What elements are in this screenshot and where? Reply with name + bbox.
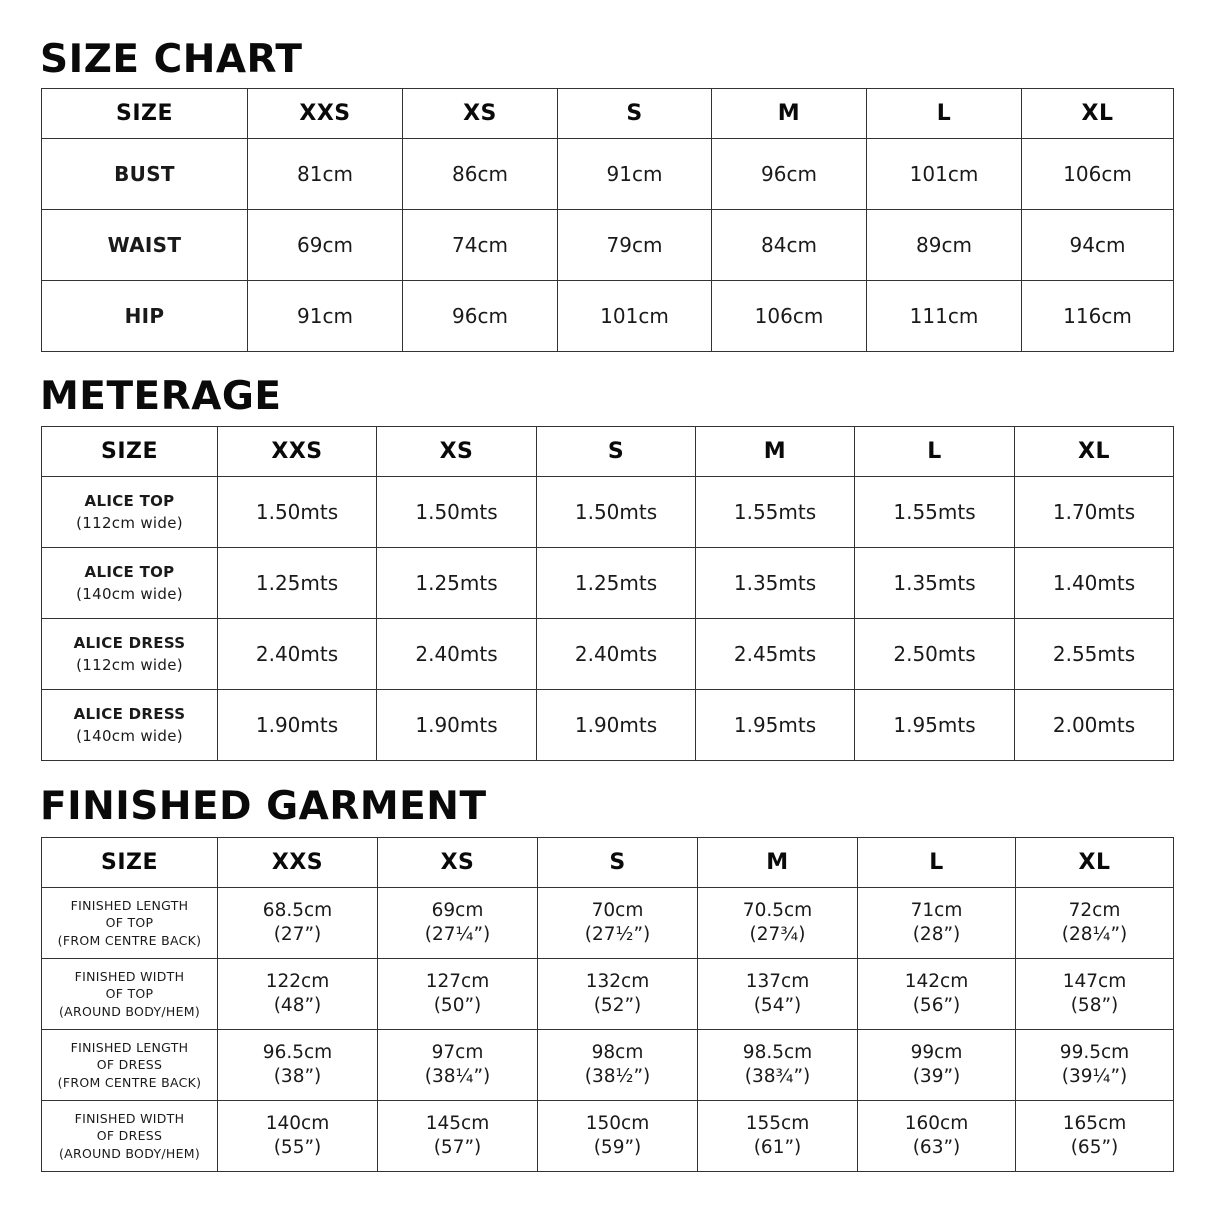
- row-label: [42, 1101, 218, 1172]
- column-header: XS: [403, 89, 558, 139]
- inch-value: (50”): [433, 995, 482, 1016]
- row-label: [42, 888, 218, 959]
- cm-value: 165cm: [1062, 1113, 1127, 1134]
- row-label-sub: (112cm wide): [76, 656, 183, 674]
- row-label: HIP: [42, 281, 248, 352]
- cm-value: 122cm: [265, 971, 330, 992]
- table-cell: 1.35mts: [696, 548, 855, 619]
- cm-value: 127cm: [425, 971, 490, 992]
- table-cell: 1.90mts: [537, 690, 696, 761]
- table-cell: 1.25mts: [218, 548, 377, 619]
- row-label: [42, 1030, 218, 1101]
- table-cell: 2.40mts: [218, 619, 377, 690]
- table-row: [42, 690, 1174, 761]
- table-cell: 1.55mts: [696, 477, 855, 548]
- row-label-line: FINISHED WIDTH: [74, 968, 185, 984]
- table-cell: [538, 1101, 698, 1172]
- inch-value: (58”): [1070, 995, 1119, 1016]
- inch-value: (39”): [912, 1066, 961, 1087]
- cm-value: 96.5cm: [262, 1042, 333, 1063]
- column-header: XXS: [218, 838, 378, 888]
- table-cell: [698, 1030, 858, 1101]
- cm-value: 98cm: [591, 1042, 644, 1063]
- table-cell: 1.55mts: [855, 477, 1015, 548]
- table-row: [42, 888, 1174, 959]
- column-header: XS: [377, 427, 537, 477]
- cm-value: 71cm: [910, 900, 963, 921]
- table-cell: 101cm: [558, 281, 712, 352]
- table-cell: 2.00mts: [1015, 690, 1174, 761]
- table-row: [42, 1030, 1174, 1101]
- row-label-line: OF TOP: [105, 986, 154, 1002]
- row-label-main: ALICE TOP: [84, 563, 175, 581]
- table-cell: 111cm: [867, 281, 1022, 352]
- column-header: M: [712, 89, 867, 139]
- table-cell: 116cm: [1022, 281, 1174, 352]
- row-label-line: FINISHED LENGTH: [70, 1039, 189, 1055]
- row-label: [42, 690, 218, 761]
- cm-value: 145cm: [425, 1113, 490, 1134]
- column-header: SIZE: [42, 838, 218, 888]
- cm-value: 150cm: [585, 1113, 650, 1134]
- size-chart-table: [41, 88, 1174, 352]
- meterage-title: METERAGE: [40, 374, 282, 419]
- cm-value: 160cm: [904, 1113, 969, 1134]
- cm-value: 98.5cm: [742, 1042, 813, 1063]
- row-label-line: (AROUND BODY/HEM): [58, 1003, 201, 1019]
- column-header: XS: [378, 838, 538, 888]
- table-cell: [698, 1101, 858, 1172]
- inch-value: (38¾”): [744, 1066, 811, 1087]
- table-cell: [538, 959, 698, 1030]
- meterage-table: [41, 426, 1174, 761]
- table-row: [42, 619, 1174, 690]
- table-cell: [378, 959, 538, 1030]
- table-cell: 2.50mts: [855, 619, 1015, 690]
- row-label-line: OF TOP: [105, 915, 154, 931]
- table-cell: 101cm: [867, 139, 1022, 210]
- table-cell: [1016, 1101, 1174, 1172]
- inch-value: (27¾): [749, 924, 806, 945]
- table-row: [42, 1101, 1174, 1172]
- row-label-line: FINISHED LENGTH: [70, 897, 189, 913]
- table-cell: [858, 1030, 1016, 1101]
- inch-value: (39¼”): [1061, 1066, 1128, 1087]
- table-row: [42, 548, 1174, 619]
- inch-value: (52”): [593, 995, 642, 1016]
- column-header: M: [698, 838, 858, 888]
- row-label: [42, 477, 218, 548]
- column-header: SIZE: [42, 89, 248, 139]
- table-cell: 1.40mts: [1015, 548, 1174, 619]
- table-cell: [218, 959, 378, 1030]
- table-cell: 1.50mts: [377, 477, 537, 548]
- table-cell: [218, 1030, 378, 1101]
- row-label: BUST: [42, 139, 248, 210]
- table-cell: 1.95mts: [855, 690, 1015, 761]
- table-header-row: [42, 89, 1174, 139]
- inch-value: (28¼”): [1061, 924, 1128, 945]
- column-header: S: [558, 89, 712, 139]
- table-cell: 89cm: [867, 210, 1022, 281]
- row-label: WAIST: [42, 210, 248, 281]
- inch-value: (28”): [912, 924, 961, 945]
- column-header: XXS: [218, 427, 377, 477]
- cm-value: 68.5cm: [262, 900, 333, 921]
- row-label-sub: (112cm wide): [76, 514, 183, 532]
- table-cell: [858, 959, 1016, 1030]
- row-label-sub: (140cm wide): [76, 585, 183, 603]
- cm-value: 147cm: [1062, 971, 1127, 992]
- table-cell: 69cm: [248, 210, 403, 281]
- table-cell: 1.70mts: [1015, 477, 1174, 548]
- column-header: L: [867, 89, 1022, 139]
- row-label-main: ALICE DRESS: [73, 705, 186, 723]
- column-header: L: [858, 838, 1016, 888]
- table-cell: 2.40mts: [537, 619, 696, 690]
- row-label-line: (FROM CENTRE BACK): [57, 1074, 202, 1090]
- table-cell: 94cm: [1022, 210, 1174, 281]
- table-cell: [698, 959, 858, 1030]
- table-cell: [1016, 888, 1174, 959]
- row-label-line: (AROUND BODY/HEM): [58, 1145, 201, 1161]
- inch-value: (55”): [273, 1137, 322, 1158]
- table-cell: 2.55mts: [1015, 619, 1174, 690]
- table-row: [42, 959, 1174, 1030]
- table-cell: 1.25mts: [537, 548, 696, 619]
- table-cell: 91cm: [248, 281, 403, 352]
- table-row: [42, 210, 1174, 281]
- cm-value: 140cm: [265, 1113, 330, 1134]
- table-cell: [698, 888, 858, 959]
- table-cell: 1.90mts: [218, 690, 377, 761]
- table-cell: [1016, 959, 1174, 1030]
- table-cell: 96cm: [403, 281, 558, 352]
- row-label-line: OF DRESS: [96, 1057, 163, 1073]
- table-cell: 106cm: [712, 281, 867, 352]
- inch-value: (38½”): [584, 1066, 651, 1087]
- cm-value: 137cm: [745, 971, 810, 992]
- table-cell: 96cm: [712, 139, 867, 210]
- table-cell: 106cm: [1022, 139, 1174, 210]
- column-header: S: [538, 838, 698, 888]
- table-cell: [378, 1030, 538, 1101]
- table-cell: 2.45mts: [696, 619, 855, 690]
- cm-value: 142cm: [904, 971, 969, 992]
- inch-value: (38¼”): [424, 1066, 491, 1087]
- inch-value: (27½”): [584, 924, 651, 945]
- column-header: XL: [1022, 89, 1174, 139]
- row-label-line: OF DRESS: [96, 1128, 163, 1144]
- table-cell: [858, 1101, 1016, 1172]
- table-cell: [538, 888, 698, 959]
- column-header: L: [855, 427, 1015, 477]
- row-label-sub: (140cm wide): [76, 727, 183, 745]
- table-cell: 91cm: [558, 139, 712, 210]
- table-cell: 1.50mts: [537, 477, 696, 548]
- table-header-row: [42, 838, 1174, 888]
- table-cell: [538, 1030, 698, 1101]
- column-header: S: [537, 427, 696, 477]
- inch-value: (61”): [753, 1137, 802, 1158]
- cm-value: 132cm: [585, 971, 650, 992]
- table-cell: [378, 888, 538, 959]
- table-cell: 2.40mts: [377, 619, 537, 690]
- table-header-row: [42, 427, 1174, 477]
- cm-value: 155cm: [745, 1113, 810, 1134]
- inch-value: (63”): [912, 1137, 961, 1158]
- inch-value: (48”): [273, 995, 322, 1016]
- row-label-line: FINISHED WIDTH: [74, 1110, 185, 1126]
- inch-value: (38”): [273, 1066, 322, 1087]
- table-row: [42, 477, 1174, 548]
- finished-garment-title: FINISHED GARMENT: [40, 784, 487, 829]
- inch-value: (65”): [1070, 1137, 1119, 1158]
- table-cell: 1.35mts: [855, 548, 1015, 619]
- table-cell: [218, 888, 378, 959]
- row-label: [42, 619, 218, 690]
- cm-value: 70.5cm: [742, 900, 813, 921]
- row-label: [42, 959, 218, 1030]
- inch-value: (27¼”): [424, 924, 491, 945]
- cm-value: 99.5cm: [1059, 1042, 1130, 1063]
- cm-value: 69cm: [431, 900, 484, 921]
- row-label-line: (FROM CENTRE BACK): [57, 932, 202, 948]
- size-chart-title: SIZE CHART: [40, 37, 303, 82]
- table-cell: [378, 1101, 538, 1172]
- inch-value: (59”): [593, 1137, 642, 1158]
- inch-value: (57”): [433, 1137, 482, 1158]
- table-cell: [1016, 1030, 1174, 1101]
- table-cell: [858, 888, 1016, 959]
- table-cell: 79cm: [558, 210, 712, 281]
- finished-garment-table: [41, 837, 1174, 1172]
- cm-value: 97cm: [431, 1042, 484, 1063]
- table-cell: 86cm: [403, 139, 558, 210]
- cm-value: 99cm: [910, 1042, 963, 1063]
- table-cell: 1.95mts: [696, 690, 855, 761]
- inch-value: (27”): [273, 924, 322, 945]
- column-header: XL: [1016, 838, 1174, 888]
- table-row: [42, 139, 1174, 210]
- row-label-main: ALICE DRESS: [73, 634, 186, 652]
- table-cell: 81cm: [248, 139, 403, 210]
- column-header: M: [696, 427, 855, 477]
- table-cell: 1.25mts: [377, 548, 537, 619]
- column-header: SIZE: [42, 427, 218, 477]
- inch-value: (54”): [753, 995, 802, 1016]
- table-row: [42, 281, 1174, 352]
- table-cell: 1.90mts: [377, 690, 537, 761]
- cm-value: 70cm: [591, 900, 644, 921]
- row-label-main: ALICE TOP: [84, 492, 175, 510]
- inch-value: (56”): [912, 995, 961, 1016]
- table-cell: 84cm: [712, 210, 867, 281]
- cm-value: 72cm: [1068, 900, 1121, 921]
- table-cell: 74cm: [403, 210, 558, 281]
- column-header: XXS: [248, 89, 403, 139]
- table-cell: 1.50mts: [218, 477, 377, 548]
- table-cell: [218, 1101, 378, 1172]
- column-header: XL: [1015, 427, 1174, 477]
- row-label: [42, 548, 218, 619]
